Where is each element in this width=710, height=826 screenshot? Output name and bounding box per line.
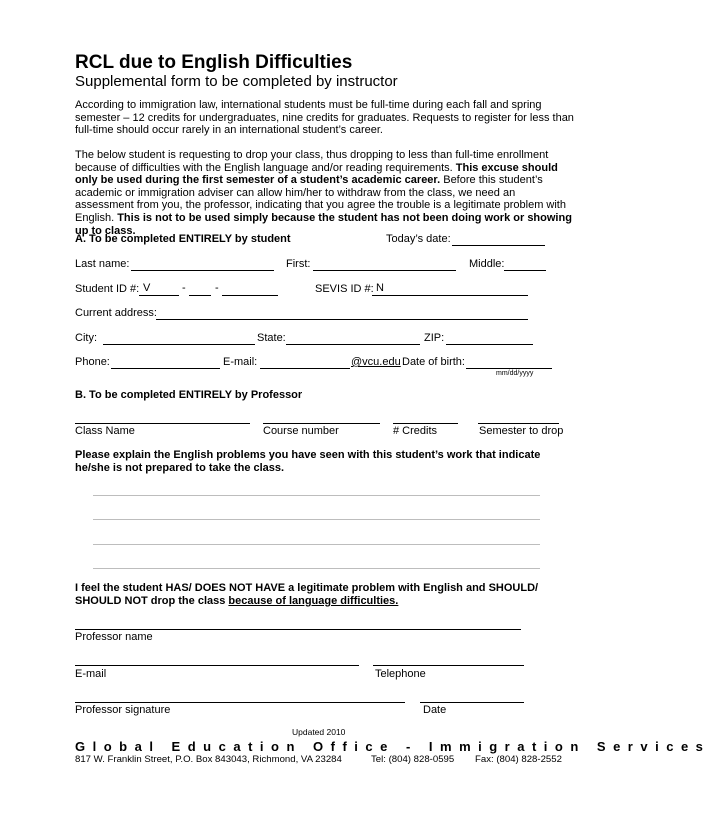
sevis-id-label: SEVIS ID #: (315, 283, 374, 295)
professor-telephone-field[interactable] (373, 665, 524, 666)
semester-to-drop-field[interactable] (478, 423, 559, 424)
student-id-dash-2: - (215, 282, 219, 294)
explanation-line-1[interactable] (93, 495, 540, 496)
todays-date-field[interactable] (452, 245, 545, 246)
student-id-segment-1[interactable] (139, 295, 179, 296)
professor-statement-underlined: because of language difficulties. (228, 594, 399, 607)
student-id-prefix: V (143, 282, 151, 294)
student-email-field[interactable] (260, 368, 350, 369)
semester-to-drop-label: Semester to drop (479, 425, 564, 437)
professor-statement-text: I feel the student HAS/ DOES NOT HAVE a legitimate problem with English and SHOULD/ SHOULD NOT drop the class (75, 582, 539, 607)
sevis-id-prefix: N (376, 282, 384, 294)
updated-note: Updated 2010 (292, 727, 346, 737)
professor-email-label: E-mail (75, 668, 107, 680)
credits-label: # Credits (393, 425, 438, 437)
current-address-label: Current address: (75, 307, 157, 319)
office-telephone: Tel: (804) 828-0595 (371, 754, 455, 765)
zip-label: ZIP: (424, 332, 445, 344)
credits-field[interactable] (393, 423, 458, 424)
professor-signature-label: Professor signature (75, 704, 171, 716)
first-name-field[interactable] (313, 270, 456, 271)
course-number-label: Course number (263, 425, 339, 437)
professor-signature-field[interactable] (75, 702, 405, 703)
form-subtitle: Supplemental form to be completed by instructor (75, 73, 398, 90)
class-name-field[interactable] (75, 423, 250, 424)
professor-statement (75, 582, 570, 607)
signature-date-label: Date (423, 704, 447, 716)
last-name-label: Last name: (75, 258, 130, 270)
intro-paragraph-2 (75, 149, 575, 237)
state-field[interactable] (286, 344, 420, 345)
office-name: Global Education Office - Immigration Services (75, 739, 710, 754)
explanation-line-2[interactable] (93, 519, 540, 520)
course-number-field[interactable] (263, 423, 380, 424)
email-domain: @vcu.edu (351, 356, 401, 368)
last-name-field[interactable] (131, 270, 274, 271)
class-name-label: Class Name (75, 425, 135, 437)
explanation-line-3[interactable] (93, 544, 540, 545)
date-of-birth-format-hint: mm/dd/yyyy (496, 370, 534, 377)
phone-label: Phone: (75, 356, 110, 368)
first-name-label: First: (286, 258, 311, 270)
signature-date-field[interactable] (420, 702, 524, 703)
date-of-birth-label: Date of birth: (402, 356, 465, 368)
student-id-segment-2[interactable] (189, 295, 211, 296)
office-fax: Fax: (804) 828-2552 (475, 754, 562, 765)
student-id-label: Student ID #: (75, 283, 140, 295)
intro-p2-emphasis-first-semester: This excuse should only be used during the first semester of a student’s academic career. (75, 161, 558, 187)
zip-field[interactable] (446, 344, 533, 345)
middle-name-field[interactable] (504, 270, 546, 271)
intro-p2-text-c: Before this student’s academic or immigration adviser can allow him/her to withdraw from the class, we need an assessment from you, the professor, indicating that you agree the trouble is a legitimate problem with English. (75, 174, 566, 224)
phone-field[interactable] (111, 368, 220, 369)
current-address-field[interactable] (156, 319, 528, 320)
date-of-birth-field[interactable] (466, 368, 552, 369)
student-id-dash-1: - (182, 282, 186, 294)
professor-name-label: Professor name (75, 631, 153, 643)
city-label: City: (75, 332, 97, 344)
explain-prompt: Please explain the English problems you have seen with this student’s work that indicate he/she is not prepared to take the class. (75, 449, 541, 474)
office-address: 817 W. Franklin Street, P.O. Box 843043, Richmond, VA 23284 (75, 754, 342, 765)
professor-telephone-label: Telephone (375, 668, 426, 680)
city-field[interactable] (103, 344, 255, 345)
middle-name-label: Middle: (469, 258, 505, 270)
section-a-heading: A. To be completed ENTIRELY by student (75, 233, 291, 245)
student-id-segment-3[interactable] (222, 295, 278, 296)
professor-name-field[interactable] (75, 629, 521, 630)
state-label: State: (257, 332, 286, 344)
intro-paragraph-1: According to immigration law, international students must be full-time during each fall and spring semester – 12 credits for undergraduates, nine credits for graduates. Requests to register for less than full-time should occur rarely in an international student’s career. (75, 99, 574, 137)
form-title: RCL due to English Difficulties (75, 52, 353, 73)
sevis-id-field[interactable] (372, 295, 528, 296)
todays-date-label: Today’s date: (386, 233, 451, 245)
intro-p2-emphasis-not-to-be-used: This is not to be used simply because the student has not been doing work or showing up to class. (75, 211, 572, 237)
intro-p2-text-a: The below student is requesting to drop your class, thus dropping to less than full-time enrollment because of difficulties with the English language and/or reading requirements. (75, 149, 549, 174)
professor-email-field[interactable] (75, 665, 359, 666)
explanation-line-4[interactable] (93, 568, 540, 569)
student-email-label: E-mail: (223, 356, 258, 368)
section-b-heading: B. To be completed ENTIRELY by Professor (75, 389, 303, 401)
